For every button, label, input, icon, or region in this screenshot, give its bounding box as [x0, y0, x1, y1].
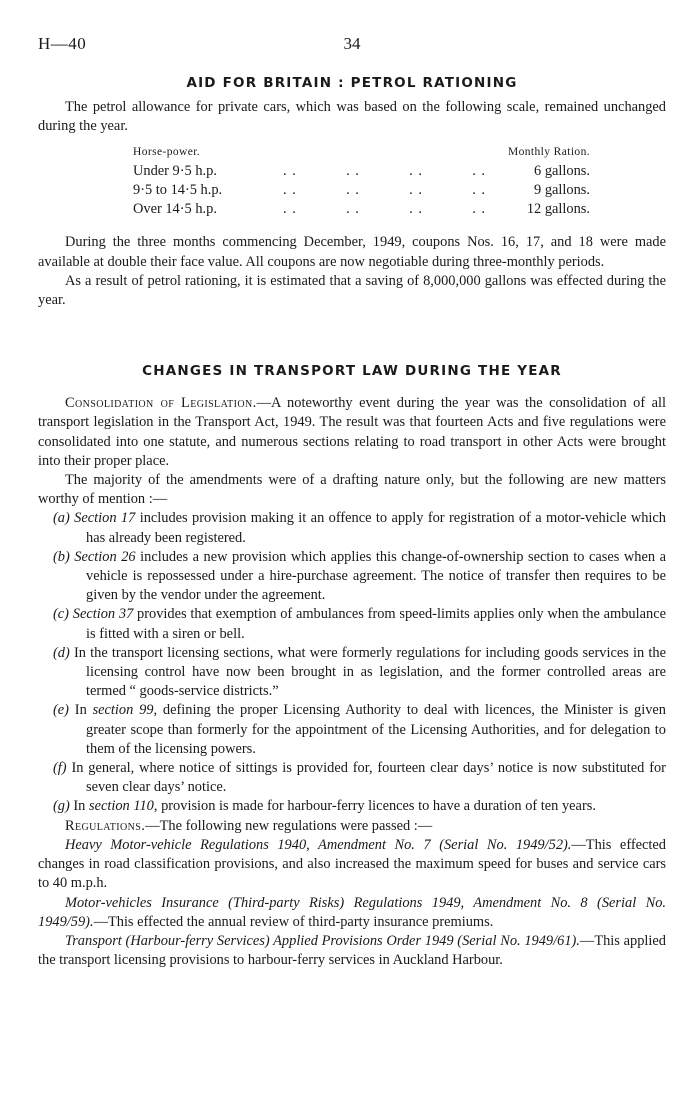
horse-power-cell: Under 9·5 h.p.	[133, 163, 217, 180]
petrol-intro-paragraph: The petrol allowance for private cars, which was based on the following scale, remained unchanged during the year.	[38, 99, 666, 135]
ration-cell: 12 gallons.	[526, 201, 590, 218]
leader-dots: . . . . . . . .	[283, 182, 486, 199]
consolidation-paragraph	[38, 394, 666, 471]
list-item-prefix: In	[73, 798, 89, 815]
section-reference: Section 26	[74, 548, 136, 565]
regulations-text: —The following new regulations were passed :—	[145, 817, 433, 834]
list-item-text: In the transport licensing sections, what were formerly regulations for including goods services in the licensing control have now been brought in as legislation, and the former controlled areas are termed “ goods-service districts.”	[73, 644, 666, 700]
ration-cell: 6 gallons.	[534, 163, 590, 180]
ration-cell: 9 gallons.	[534, 182, 590, 199]
leader-dots: . . . . . . . .	[283, 201, 486, 218]
section-reference: Section 17	[74, 510, 136, 527]
list-item-label: (d)	[53, 644, 70, 661]
horse-power-header: Horse-power.	[133, 146, 201, 159]
list-item-label: (e)	[53, 702, 69, 719]
section-heading-transport-law: CHANGES IN TRANSPORT LAW DURING THE YEAR	[142, 363, 562, 380]
page-number: 34	[343, 34, 361, 53]
list-item	[38, 701, 666, 759]
petrol-ration-scale-table	[133, 144, 590, 219]
list-item-text: , provision is made for harbour-ferry licences to have a duration of ten years.	[153, 798, 596, 815]
regulation-entry	[38, 932, 666, 970]
list-item-text: includes a new provision which applies this change-of-ownership section to cases when a vehicle is repossessed under a hire-purchase agreement. The notice of transfer then requires to be given by the vendor under the agreement.	[86, 548, 666, 604]
list-item-text: provides that exemption of ambulances from speed-limits applies only when the ambulance is fitted with a siren or bell.	[86, 606, 666, 642]
section-reference: section 110	[88, 798, 154, 815]
horse-power-cell: 9·5 to 14·5 h.p.	[133, 182, 223, 199]
list-item	[38, 759, 666, 797]
list-item-prefix: In	[74, 702, 93, 719]
running-head	[38, 34, 666, 56]
document-page	[38, 34, 666, 970]
regulation-entry	[38, 894, 666, 932]
regulations-label: Regulations.	[65, 817, 146, 834]
regulation-text: —This effected the annual review of third-party insurance premiums.	[93, 913, 494, 930]
regulation-text: —This applied the transport licensing provisions to harbour-ferry services in Auckland Harbour.	[38, 932, 666, 969]
list-item	[38, 548, 666, 606]
list-item-text: , defining the proper Licensing Authority to deal with licences, the Minister is given greater scope than formerly for the appointment of the Licensing Authorities, and for delegation to them of the licensing powers.	[86, 702, 666, 757]
horse-power-cell: Over 14·5 h.p.	[133, 201, 217, 218]
list-item-label: (c)	[53, 606, 69, 623]
savings-paragraph: As a result of petrol rationing, it is estimated that a saving of 8,000,000 gallons was effected during the year.	[38, 272, 666, 309]
section-heading-petrol-rationing: AID FOR BRITAIN : PETROL RATIONING	[186, 75, 518, 91]
regulation-text: —This effected changes in road classification provisions, and also increased the maximum speed for buses and service cars to 40 m.p.h.	[38, 836, 666, 892]
regulation-title: Transport (Harbour-ferry Services) Applied Provisions Order 1949 (Serial No. 1949/61).	[65, 932, 580, 949]
table-row	[133, 181, 590, 200]
list-item-text: includes provision making it an offence to apply for registration of a motor-vehicle which has already been registered.	[86, 510, 666, 546]
document-reference: H—40	[38, 34, 87, 53]
monthly-ration-header: Monthly Ration.	[507, 146, 590, 159]
consolidation-label: Consolidation of Legislation.	[65, 395, 257, 412]
list-item-text: In general, where notice of sittings is provided for, fourteen clear days’ notice is now substituted for seven clear days’ notice.	[71, 760, 666, 796]
list-item	[38, 797, 666, 816]
section-reference: section 99	[92, 702, 154, 719]
consolidation-text: —A noteworthy event during the year was the consolidation of all transport legislation in the Transport Act, 1949. The result was that fourteen Acts and five regulations were consolidated into one statute, and numerous sections relating to road transport in other Acts were brought into their proper place.	[38, 395, 666, 469]
table-row	[133, 162, 590, 181]
table-header-row	[133, 144, 590, 160]
list-item-label: (g)	[53, 798, 70, 815]
amendment-list	[38, 509, 666, 816]
regulation-title: Motor-vehicles Insurance (Third-party Risks) Regulations 1949, Amendment No. 8 (Serial No. 1949/59).	[38, 894, 666, 930]
list-item	[38, 605, 666, 643]
list-item-label: (a)	[53, 510, 70, 527]
coupons-paragraph: During the three months commencing December, 1949, coupons Nos. 16, 17, and 18 were made available at double their face value. All coupons are now negotiable during three-monthly periods.	[38, 234, 666, 270]
regulations-paragraph	[38, 817, 666, 836]
leader-dots: . . . . . . . .	[283, 163, 486, 180]
list-item	[38, 644, 666, 702]
list-item-label: (f)	[53, 760, 67, 777]
section-reference: Section 37	[72, 606, 134, 623]
list-item-label: (b)	[53, 548, 70, 565]
regulation-entry	[38, 836, 666, 894]
amendments-paragraph: The majority of the amendments were of a drafting nature only, but the following are new matters worthy of mention :—	[38, 472, 666, 508]
regulation-title: Heavy Motor-vehicle Regulations 1940, Amendment No. 7 (Serial No. 1949/52).	[65, 836, 572, 853]
list-item	[38, 509, 666, 547]
table-row	[133, 200, 590, 219]
